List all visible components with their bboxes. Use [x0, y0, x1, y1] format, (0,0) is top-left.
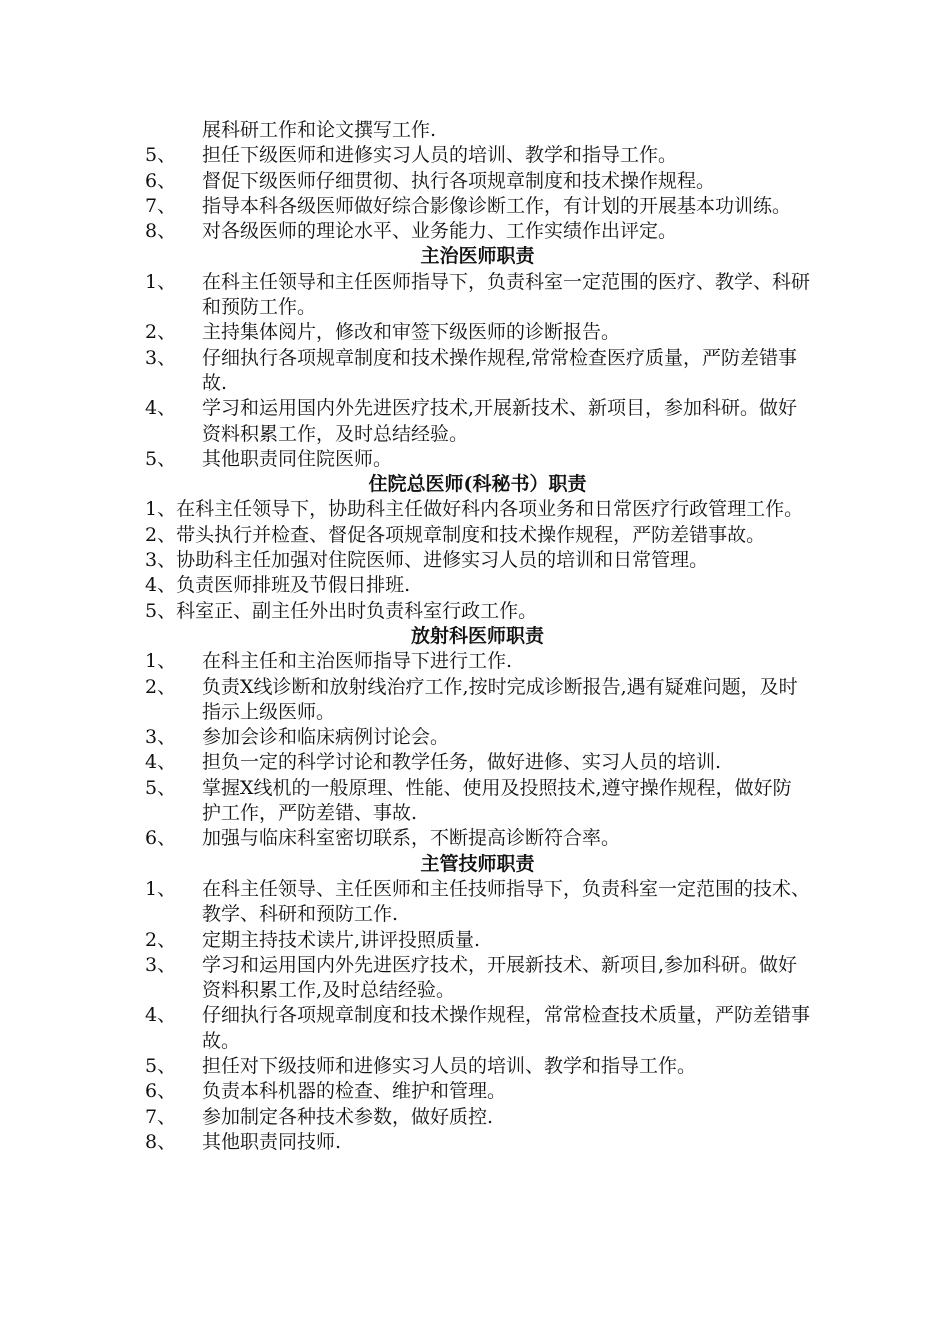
item-number: 4、 [145, 1004, 177, 1027]
item-number: 3、 [145, 346, 177, 369]
list-item [145, 675, 810, 726]
item-number: 4、 [145, 397, 177, 420]
list-item [145, 447, 810, 472]
list-item [145, 1054, 810, 1079]
list-item [145, 194, 810, 219]
list-item [145, 1105, 810, 1130]
list-item [145, 1003, 810, 1054]
list-item [145, 1130, 810, 1155]
item-number: 8、 [145, 220, 177, 243]
item-number: 2、 [145, 928, 177, 951]
item-text: 参加会诊和临床病例讨论会。 [202, 726, 450, 749]
list-item: 2、带头执行并检查、督促各项规章制度和技术操作规程，严防差错事故。 [145, 523, 766, 546]
section-title: 住院总医师(科秘书）职责 [368, 473, 587, 496]
item-number: 6、 [145, 827, 177, 850]
item-text: 担负一定的科学讨论和教学任务，做好进修、实习人员的培训. [202, 751, 722, 774]
item-text: 定期主持技术读片,讲评投照质量. [202, 928, 481, 951]
item-text: 仔细执行各项规章制度和技术操作规程,常常检查医疗质量，严防差错事故. [202, 346, 798, 394]
item-text: 学习和运用国内外先进医疗技术，开展新技术、新项目,参加科研。做好资料积累工作,及时总结经验。 [202, 953, 798, 1002]
item-text: 掌握X线机的一般原理、性能、使用及投照技术,遵守操作规程，做好防护工作，严防差错、事故. [202, 776, 792, 825]
item-text: 参加制定各种技术参数，做好质控. [202, 1105, 494, 1128]
section-list [145, 877, 810, 1155]
list-item [145, 320, 810, 345]
section-title: 放射科医师职责 [410, 624, 544, 647]
item-number: 8、 [145, 1130, 177, 1153]
list-item [145, 953, 810, 1004]
item-number: 6、 [145, 1080, 177, 1103]
list-item: 1、在科主任领导下，协助科主任做好科内各项业务和日常医疗行政管理工作。 [145, 498, 804, 521]
item-number: 5、 [145, 776, 177, 799]
list-item [145, 396, 810, 447]
document-page [145, 118, 810, 1155]
item-text: 对各级医师的理论水平、业务能力、工作实绩作出评定。 [202, 220, 678, 243]
list-item [145, 219, 810, 244]
top-list [145, 143, 810, 244]
item-text: 指导本科各级医师做好综合影像诊断工作，有计划的开展基本功训练。 [202, 194, 792, 217]
item-text: 在科主任领导和主任医师指导下，负责科室一定范围的医疗、教学、科研和预防工作。 [202, 270, 811, 319]
item-text: 负责X线诊断和放射线治疗工作,按时完成诊断报告,遇有疑难问题，及时指示上级医师。 [202, 675, 798, 723]
list-item [145, 750, 810, 775]
list-item [145, 776, 810, 827]
section-title: 主管技师职责 [420, 852, 535, 875]
section-list [145, 270, 810, 472]
list-item: 5、科室正、副主任外出时负责科室行政工作。 [145, 599, 538, 622]
item-number: 2、 [145, 675, 177, 698]
list-item: 3、协助科主任加强对住院医师、进修实习人员的培训和日常管理。 [145, 549, 709, 572]
item-number: 3、 [145, 726, 177, 749]
intro-continuation: 展科研工作和论文撰写工作. [202, 119, 437, 141]
item-number: 5、 [145, 1054, 177, 1077]
item-number: 7、 [145, 1105, 177, 1128]
list-item [145, 826, 810, 851]
item-text: 仔细执行各项规章制度和技术操作规程，常常检查技术质量，严防差错事故。 [202, 1004, 811, 1052]
item-number: 1、 [145, 877, 177, 900]
item-text: 在科主任和主治医师指导下进行工作. [202, 650, 513, 673]
item-text: 其他职责同技师. [202, 1130, 342, 1153]
item-text: 学习和运用国内外先进医疗技术,开展新技术、新项目，参加科研。做好资料积累工作，及时总结经验。 [202, 397, 798, 445]
item-number: 4、 [145, 751, 177, 774]
item-text: 担任对下级技师和进修实习人员的培训、教学和指导工作。 [202, 1054, 697, 1077]
list-item [145, 877, 810, 928]
section-list [145, 649, 810, 851]
list-item [145, 725, 810, 750]
list-item [145, 169, 810, 194]
item-number: 1、 [145, 270, 177, 293]
item-number: 2、 [145, 321, 177, 344]
list-item [145, 270, 810, 321]
list-item [145, 1079, 810, 1104]
item-number: 6、 [145, 169, 177, 192]
item-number: 5、 [145, 447, 177, 470]
item-text: 主持集体阅片，修改和审签下级医师的诊断报告。 [202, 321, 621, 344]
item-text: 加强与临床科室密切联系，不断提高诊断符合率。 [202, 827, 621, 850]
section-title: 主治医师职责 [420, 245, 535, 268]
item-text: 其他职责同住院医师。 [202, 447, 393, 470]
list-item [145, 928, 810, 953]
item-text: 担任下级医师和进修实习人员的培训、教学和指导工作。 [202, 144, 678, 167]
item-text: 负责本科机器的检查、维护和管理。 [202, 1080, 507, 1103]
list-item [145, 649, 810, 674]
item-number: 5、 [145, 144, 177, 167]
item-number: 3、 [145, 953, 177, 976]
item-text: 在科主任领导、主任医师和主任技师指导下，负责科室一定范围的技术、教学、科研和预防工作. [202, 877, 811, 926]
item-number: 1、 [145, 650, 177, 673]
list-item: 4、负责医师排班及节假日排班. [145, 574, 411, 597]
item-text: 督促下级医师仔细贯彻、执行各项规章制度和技术操作规程。 [202, 169, 716, 192]
list-item [145, 143, 810, 168]
section-list [145, 497, 810, 623]
list-item [145, 346, 810, 397]
item-number: 7、 [145, 194, 177, 217]
